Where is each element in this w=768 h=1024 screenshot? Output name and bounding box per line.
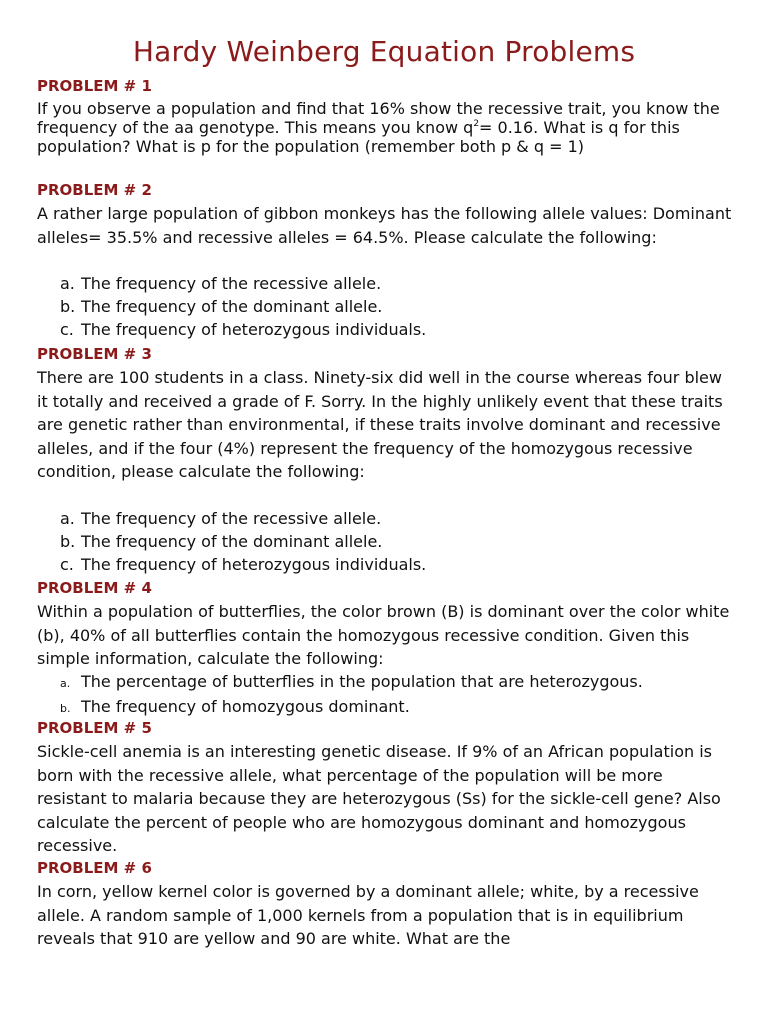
list-item-text: The frequency of the dominant allele. (81, 532, 383, 551)
page-title: Hardy Weinberg Equation Problems (132, 35, 636, 68)
list-item (60, 670, 740, 695)
problem-3-text: There are 100 students in a class. Ninety-six did well in the course whereas four blew it totally and received a grade of F. Sorry. In the highly unlikely event that these traits are genetic rather than environmental, if these traits involve dominant and recessive alleles, and if the four (4%) represent the frequency of the homozygous recessive condition, please calculate the following: (37, 368, 723, 481)
problem-2-heading: PROBLEM # 2 (37, 181, 152, 199)
list-marker: c. (60, 555, 74, 574)
list-item-text: The frequency of the dominant allele. (81, 297, 383, 316)
list-item (60, 318, 740, 341)
list-marker: a. (60, 677, 71, 690)
list-item-text: The frequency of the recessive allele. (81, 274, 382, 293)
list-item-text: The frequency of heterozygous individuals. (81, 320, 427, 339)
list-marker: c. (60, 320, 74, 339)
problem-1-heading: PROBLEM # 1 (37, 77, 152, 95)
problem-5-text: Sickle-cell anemia is an interesting genetic disease. If 9% of an African population is born with the recessive allele, what percentage of the population will be more resistant to malaria because they are heterozygous (Ss) for the sickle-cell gene? Also calculate the percent of people who are homozygous dominant and homozygous recessive. (37, 742, 721, 855)
problem-6-heading: PROBLEM # 6 (37, 859, 152, 877)
list-marker: a. (60, 274, 75, 293)
list-marker: a. (60, 509, 75, 528)
problem-3-list (60, 507, 740, 576)
list-item-text: The frequency of heterozygous individuals. (81, 555, 427, 574)
list-item (60, 695, 740, 720)
problem-1-text (37, 99, 737, 156)
problem-6-text: In corn, yellow kernel color is governed by a dominant allele; white, by a recessive allele. A random sample of 1,000 kernels from a population that is in equilibrium reveals that 910 are yellow and 90 are white. What are the (37, 882, 699, 948)
list-item (60, 507, 740, 530)
problem-4-list (60, 670, 740, 720)
problem-4-text: Within a population of butterflies, the color brown (B) is dominant over the color white (b), 40% of all butterflies contain the homozygous recessive condition. Given this simple information, calculate the following: (37, 602, 730, 668)
list-marker: b. (60, 702, 71, 715)
list-item (60, 553, 740, 576)
problem-1-text-part2: = 0.16. What is q for this population? What is p for the population (remember both p & q = 1) (37, 118, 680, 156)
list-item-text: The percentage of butterflies in the population that are heterozygous. (81, 672, 643, 691)
problem-2-text: A rather large population of gibbon monkeys has the following allele values: Dominant alleles= 35.5% and recessive alleles = 64.5%. Please calculate the following: (37, 204, 732, 247)
problem-3-heading: PROBLEM # 3 (37, 345, 152, 363)
list-marker: b. (60, 532, 76, 551)
problem-1-text-part1: If you observe a population and find that 16% show the recessive trait, you know the frequency of the aa genotype. This means you know q (37, 99, 720, 137)
list-item-text: The frequency of the recessive allele. (81, 509, 382, 528)
list-item (60, 295, 740, 318)
list-marker: b. (60, 297, 76, 316)
problem-1-superscript: 2 (473, 119, 480, 129)
problem-2-list (60, 272, 740, 341)
list-item-text: The frequency of homozygous dominant. (81, 697, 410, 716)
list-item (60, 530, 740, 553)
problem-4-heading: PROBLEM # 4 (37, 579, 152, 597)
list-item (60, 272, 740, 295)
problem-5-heading: PROBLEM # 5 (37, 719, 152, 737)
